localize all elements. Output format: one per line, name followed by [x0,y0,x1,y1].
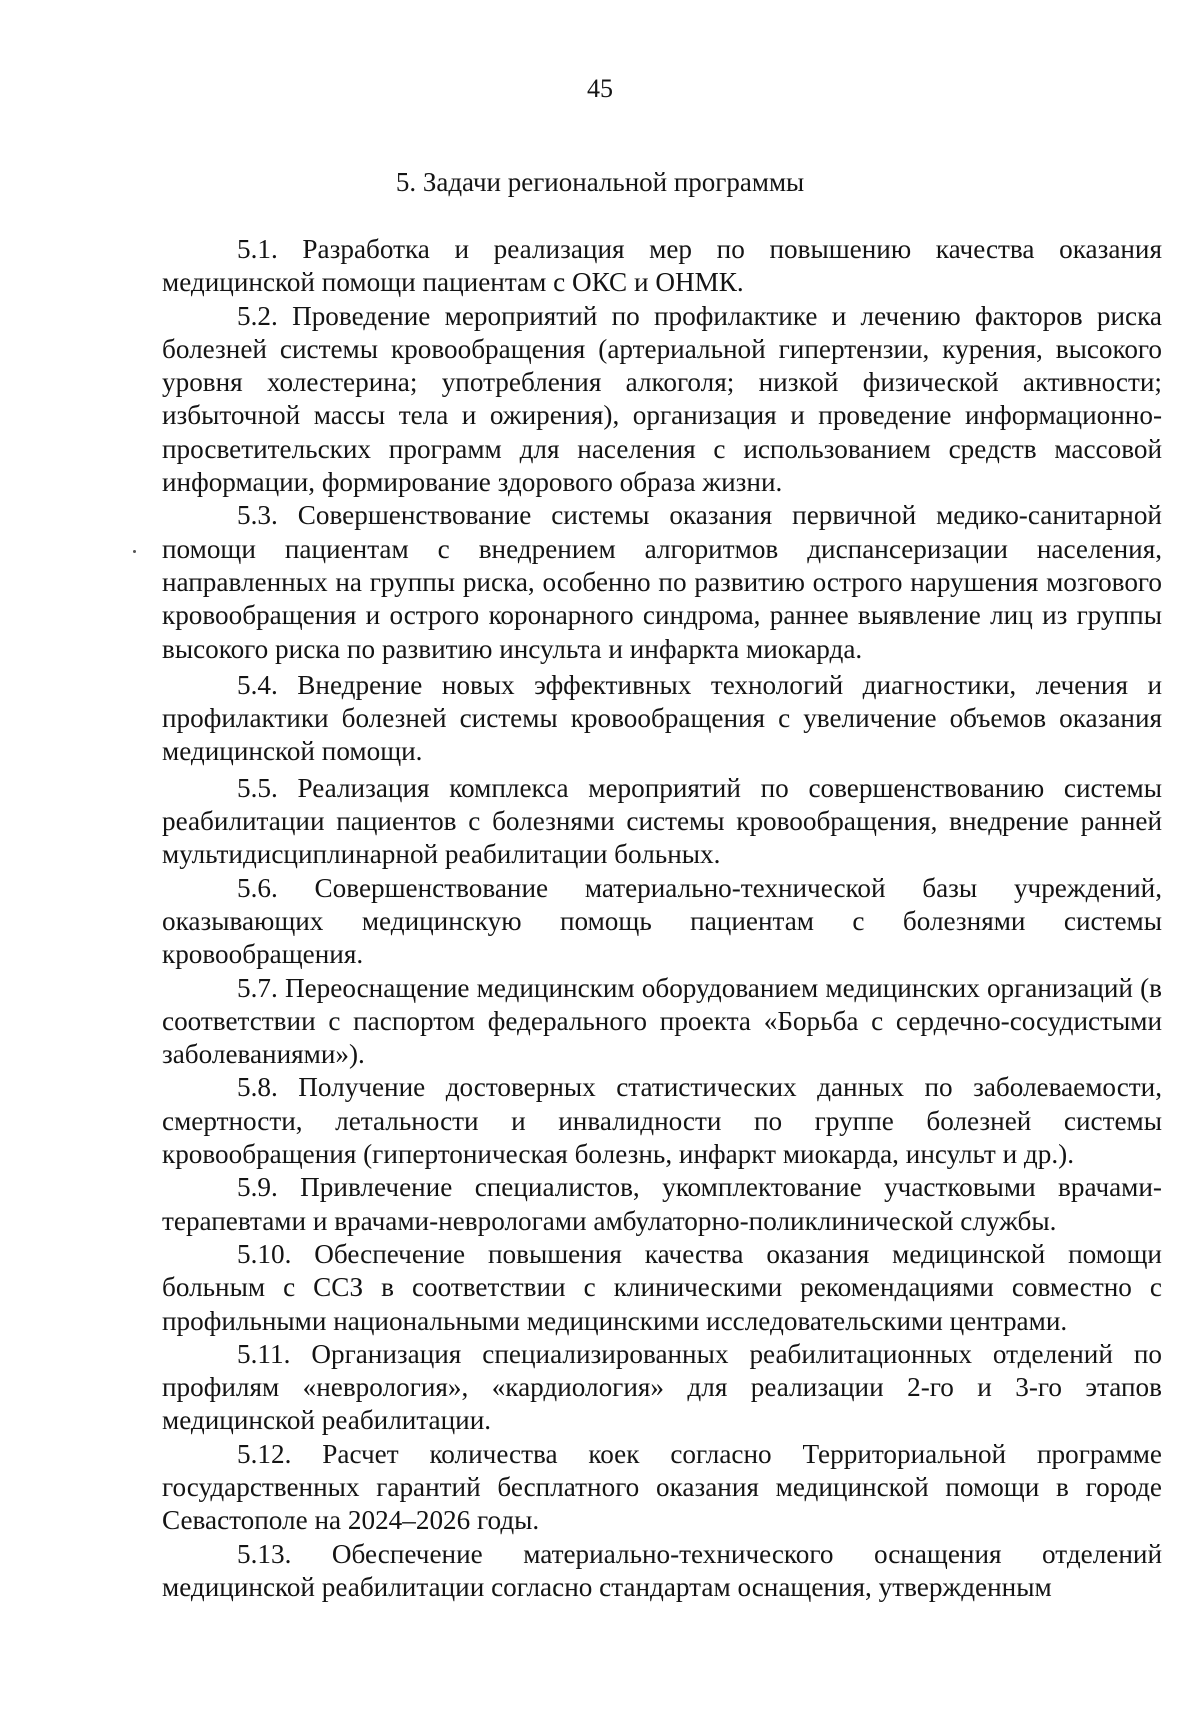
paragraph-5-6: 5.6. Совершенствование материально-технической базы учреждений, оказывающих медицинскую помощь пациентам с болезнями системы кровообращения. [162,872,1162,970]
paragraph-5-13: 5.13. Обеспечение материально-технического оснащения отделений медицинской реабилитации согласно стандартам оснащения, утвержденным [162,1538,1162,1602]
paragraph-5-4: 5.4. Внедрение новых эффективных технологий диагностики, лечения и профилактики болезней системы кровообращения с увеличение объемов оказания медицинской помощи. [162,669,1162,767]
paragraph-5-12: 5.12. Расчет количества коек согласно Территориальной программе государственных гарантий бесплатного оказания медицинской помощи в городе Севастополе на 2024–2026 годы. [162,1438,1162,1536]
page-number: 45 [587,74,613,103]
scan-speck [133,550,136,553]
paragraph-5-7: 5.7. Переоснащение медицинским оборудованием медицинских организаций (в соответствии с паспортом федерального проекта «Борьба с сердечно-сосудистыми заболеваниями»). [162,972,1162,1070]
body-text [162,233,1162,1604]
paragraph-5-2: 5.2. Проведение мероприятий по профилактике и лечению факторов риска болезней системы кровообращения (артериальной гипертензии, курения, высокого уровня холестерина; употребления алкоголя; низкой физической активности; избыточной массы тела и ожирения), организация и проведение информационно-просветительских программ для населения с использованием средств массовой информации, формирование здорового образа жизни. [162,300,1162,498]
section-title: 5. Задачи региональной программы [395,167,805,197]
paragraph-5-10: 5.10. Обеспечение повышения качества оказания медицинской помощи больным с ССЗ в соответствии с клиническими рекомендациями совместно с профильными национальными медицинскими исследовательскими центрами. [162,1238,1162,1336]
paragraph-5-5: 5.5. Реализация комплекса мероприятий по совершенствованию системы реабилитации пациентов с болезнями системы кровообращения, внедрение ранней мультидисциплинарной реабилитации больных. [162,772,1162,870]
paragraph-5-9: 5.9. Привлечение специалистов, укомплектование участковыми врачами-терапевтами и врачами-неврологами амбулаторно-поликлинической службы. [162,1172,1162,1236]
paragraph-5-1: 5.1. Разработка и реализация мер по повышению качества оказания медицинской помощи пациентам с ОКС и ОНМК. [162,234,1162,298]
paragraph-5-8: 5.8. Получение достоверных статистических данных по заболеваемости, смертности, летальности и инвалидности по группе болезней системы кровообращения (гипертоническая болезнь, инфаркт миокарда, инсульт и др.). [162,1072,1162,1170]
paragraph-5-11: 5.11. Организация специализированных реабилитационных отделений по профилям «неврология», «кардиология» для реализации 2-го и 3-го этапов медицинской реабилитации. [162,1338,1162,1436]
paragraph-5-3: 5.3. Совершенствование системы оказания первичной медико-санитарной помощи пациентам с внедрением алгоритмов диспансеризации населения, направленных на группы риска, особенно по развитию острого нарушения мозгового кровообращения и острого коронарного синдрома, раннее выявление лиц из группы высокого риска по развитию инсульта и инфаркта миокарда. [162,500,1162,664]
